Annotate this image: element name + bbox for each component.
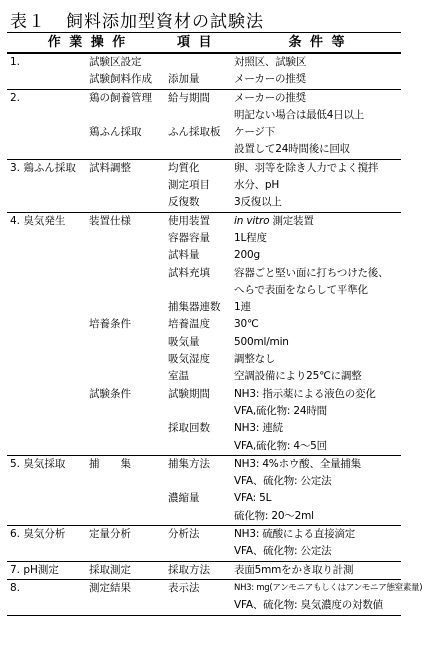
operation-cell xyxy=(86,107,165,124)
table-row xyxy=(7,53,401,71)
table-row xyxy=(7,212,401,230)
step-cell xyxy=(7,282,86,299)
step-cell: 5. 臭気採取 xyxy=(7,455,86,473)
table-row xyxy=(7,455,401,473)
item-cell: 採取方法 xyxy=(165,561,231,579)
condition-cell: 卵、羽等を除き人力でよく撹拌 xyxy=(231,159,401,177)
step-cell xyxy=(7,403,86,420)
operation-cell xyxy=(86,473,165,490)
step-cell xyxy=(7,334,86,351)
condition-cell: 調整なし xyxy=(234,353,276,366)
item-cell: 給与期間 xyxy=(165,89,231,107)
table-row xyxy=(7,386,401,403)
item-cell: 添加量 xyxy=(168,73,200,86)
step-cell xyxy=(7,438,86,456)
step-cell xyxy=(7,368,86,385)
header-row xyxy=(7,33,401,54)
operation-cell xyxy=(86,490,165,507)
condition-cell: 容器ごと堅い面に打ちつけた後、 xyxy=(234,266,389,279)
condition-cell: NH3: mg(アンモニアもしくはアンモニア態窒素量) xyxy=(231,579,401,597)
condition-cell: VFA,硫化物: 24時間 xyxy=(234,404,327,417)
step-cell xyxy=(7,473,86,490)
table-row xyxy=(7,543,401,561)
table-number: 表１ xyxy=(10,12,46,32)
condition-cell: VFA,硫化物: 4～5回 xyxy=(234,439,327,452)
condition-cell: 1連 xyxy=(234,301,251,314)
table-row xyxy=(7,247,401,264)
item-cell: 捕集方法 xyxy=(165,455,231,473)
condition-cell: 3反復以上 xyxy=(234,196,282,209)
item-cell: 使用装置 xyxy=(165,212,231,230)
step-cell: 3. 鶏ふん採取 xyxy=(7,159,86,177)
condition-cell: メーカーの推奨 xyxy=(231,89,401,107)
condition-cell: 明記ない場合は最低4日以上 xyxy=(234,108,365,121)
operation-cell xyxy=(86,420,165,437)
table-row xyxy=(7,368,401,385)
operation-cell xyxy=(86,141,165,159)
operation-cell xyxy=(86,299,165,316)
item-cell: 試料充填 xyxy=(168,266,211,279)
table-row xyxy=(7,282,401,299)
table-row xyxy=(7,561,401,579)
condition-cell: 硫化物: 20～2ml xyxy=(234,509,314,522)
condition-cell: メーカーの推奨 xyxy=(234,73,306,86)
item-cell: 試料量 xyxy=(168,249,200,262)
operation-cell xyxy=(86,194,165,212)
item-cell: 濃縮量 xyxy=(168,492,200,505)
operation-cell: 装置仕様 xyxy=(86,212,165,230)
operation-cell xyxy=(86,543,165,561)
table-row xyxy=(7,526,401,544)
table-row xyxy=(7,420,401,437)
item-cell xyxy=(165,282,231,299)
operation-cell: 培養条件 xyxy=(89,318,131,331)
table-row xyxy=(7,89,401,107)
item-cell: 分析法 xyxy=(165,526,231,544)
step-cell: 6. 臭気分析 xyxy=(7,526,86,544)
table-row xyxy=(7,351,401,368)
item-cell: 吸気湿度 xyxy=(168,353,211,366)
item-cell: 反復数 xyxy=(168,196,200,209)
operation-cell xyxy=(86,282,165,299)
operation-cell: 捕 集 xyxy=(86,455,165,473)
step-cell xyxy=(7,543,86,561)
header-item: 項 目 xyxy=(165,33,231,54)
step-cell xyxy=(7,420,86,437)
table-row xyxy=(7,177,401,194)
operation-cell xyxy=(86,177,165,194)
item-cell xyxy=(165,473,231,490)
test-method-table xyxy=(7,32,422,616)
table-row xyxy=(7,159,401,177)
step-cell xyxy=(7,194,86,212)
condition-cell: VFA、硫化物: 臭気濃度の対数値 xyxy=(231,597,401,615)
table-row xyxy=(7,71,401,89)
item-cell xyxy=(165,107,231,124)
operation-cell xyxy=(86,438,165,456)
item-cell: 吸気量 xyxy=(168,335,200,348)
operation-cell: 試験条件 xyxy=(89,387,131,400)
item-cell xyxy=(165,508,231,526)
item-cell xyxy=(165,141,231,159)
step-cell: 7. pH測定 xyxy=(7,561,86,579)
operation-cell xyxy=(86,230,165,247)
operation-cell: 試験区設定 xyxy=(86,53,165,71)
table-row xyxy=(7,508,401,526)
condition-cell: NH3: 指示薬による液色の変化 xyxy=(234,387,376,400)
table-row xyxy=(7,124,401,141)
step-cell xyxy=(7,141,86,159)
table-row xyxy=(7,230,401,247)
step-cell xyxy=(7,265,86,282)
step-cell xyxy=(7,107,86,124)
step-cell xyxy=(7,316,86,333)
table-row xyxy=(7,490,401,507)
operation-cell xyxy=(86,351,165,368)
operation-cell: 試料調整 xyxy=(86,159,165,177)
operation-cell: 採取測定 xyxy=(86,561,165,579)
item-cell: ふん採取板 xyxy=(168,126,221,139)
table-row xyxy=(7,597,401,615)
condition-cell: 200g xyxy=(234,249,260,262)
condition-cell: 水分、pH xyxy=(234,179,280,192)
step-cell xyxy=(7,124,86,141)
step-cell xyxy=(7,490,86,507)
operation-cell xyxy=(86,247,165,264)
step-cell xyxy=(7,71,86,89)
operation-cell: 測定結果 xyxy=(86,579,165,597)
step-cell xyxy=(7,597,86,615)
condition-cell: VFA、硫化物: 公定法 xyxy=(234,475,332,488)
operation-cell: 鶏ふん採取 xyxy=(89,126,142,139)
header-operation: 作 業 操 作 xyxy=(7,33,165,54)
header-conditions: 条 件 等 xyxy=(231,33,401,54)
operation-cell xyxy=(86,265,165,282)
item-cell: 培養温度 xyxy=(168,318,211,331)
condition-cell: NH3: 連続 xyxy=(234,422,283,435)
condition-cell: VFA: 5L xyxy=(234,492,272,505)
table-row xyxy=(7,438,401,456)
step-cell: 8. xyxy=(7,579,86,597)
condition-cell: 空調設備により25℃に調整 xyxy=(234,370,362,383)
condition-cell: 1L程度 xyxy=(234,231,267,244)
item-cell xyxy=(165,597,231,615)
operation-cell: 試験飼料作成 xyxy=(89,73,152,86)
condition-cell: 500ml/min xyxy=(234,335,289,348)
operation-cell: 定量分析 xyxy=(86,526,165,544)
condition-cell: 表面5mmをかき取り計測 xyxy=(231,561,401,579)
table-row xyxy=(7,194,401,212)
step-cell xyxy=(7,230,86,247)
item-cell: 表示法 xyxy=(165,579,231,597)
table-row xyxy=(7,316,401,333)
operation-cell: 鶏の飼養管理 xyxy=(86,89,165,107)
condition-cell: VFA、硫化物: 公定法 xyxy=(234,545,332,558)
table-row xyxy=(7,107,401,124)
item-cell xyxy=(165,53,231,71)
table-caption: 飼料添加型資材の試験法 xyxy=(66,12,264,32)
step-cell xyxy=(7,351,86,368)
condition-cell: へらで表面をならして平準化 xyxy=(234,283,368,296)
table-row xyxy=(7,473,401,490)
condition-cell: NH3: 硫酸による直接滴定 xyxy=(231,526,401,544)
table-row xyxy=(7,579,401,597)
table-row xyxy=(7,334,401,351)
table-title xyxy=(10,7,264,32)
operation-cell xyxy=(86,403,165,420)
item-cell: 測定項目 xyxy=(168,179,211,192)
item-cell: 室温 xyxy=(168,370,190,383)
step-cell: 1. xyxy=(7,53,86,71)
step-cell xyxy=(7,386,86,403)
item-cell: 採取回数 xyxy=(168,422,211,435)
step-cell xyxy=(7,299,86,316)
step-cell: 2. xyxy=(7,89,86,107)
operation-cell xyxy=(86,597,165,615)
operation-cell xyxy=(86,334,165,351)
table-row xyxy=(7,265,401,282)
operation-cell xyxy=(86,368,165,385)
table-body xyxy=(7,53,422,615)
operation-cell xyxy=(86,508,165,526)
item-cell xyxy=(165,438,231,456)
item-cell: 均質化 xyxy=(165,159,231,177)
item-cell: 捕集器連数 xyxy=(168,301,221,314)
step-cell: 4. 臭気発生 xyxy=(7,212,86,230)
item-cell xyxy=(165,543,231,561)
condition-cell: 30℃ xyxy=(234,318,259,331)
condition-cell: 対照区、試験区 xyxy=(231,53,401,71)
condition-cell: in vitro 測定装置 xyxy=(231,212,401,230)
item-cell xyxy=(165,403,231,420)
condition-cell: ケージ下 xyxy=(234,126,276,139)
table-row xyxy=(7,299,401,316)
table-row xyxy=(7,141,401,159)
table-row xyxy=(7,403,401,420)
item-cell: 試験期間 xyxy=(168,387,211,400)
item-cell: 容器容量 xyxy=(168,231,211,244)
step-cell xyxy=(7,247,86,264)
condition-cell: 設置して24時間後に回収 xyxy=(234,143,350,156)
step-cell xyxy=(7,177,86,194)
condition-cell: NH3: 4%ホウ酸、全量捕集 xyxy=(231,455,401,473)
step-cell xyxy=(7,508,86,526)
